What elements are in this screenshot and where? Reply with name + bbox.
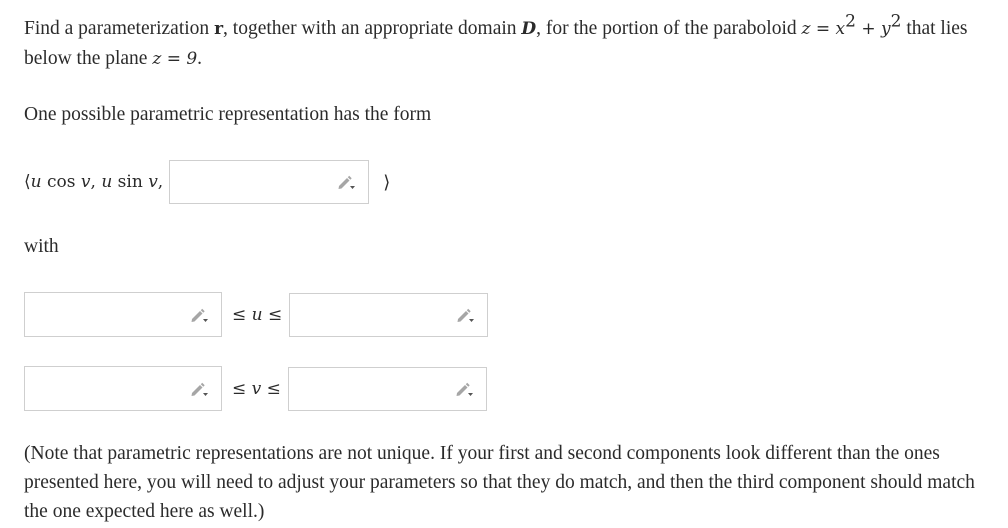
v-range-row [24,366,487,411]
u-lower-box [24,292,222,337]
v-leq-right: ≤ [261,378,281,399]
comp1-var: u [30,172,42,192]
vector-prefix [24,172,163,192]
angle-open: ⟨ [24,172,31,192]
third-component-box [169,160,369,204]
comp-sep-1: , [90,172,102,192]
u-inequality [232,305,282,325]
comp-sep-2: , [157,172,164,192]
comp1-param: v [80,172,91,192]
paraboloid-y: + y [855,19,891,39]
form-description: One possible parametric representation has the form [24,104,432,125]
intro-text-2: , together with an appropriate domain [223,18,522,39]
u-variable: u [251,304,263,325]
v-lower-box [24,366,222,411]
comp2-param: v [148,172,158,192]
domain-symbol: D [521,19,537,39]
intro-text-3: , for the portion of the paraboloid [536,18,802,39]
u-range-row [24,292,488,337]
problem-statement [24,11,999,74]
v-inequality [232,379,281,399]
pencil-edit-icon[interactable] [336,174,356,190]
r-symbol: r [214,19,224,39]
vector-representation-row [24,160,390,204]
exponent-x: 2 [845,11,856,32]
comp2-var: u [101,172,113,192]
intro-period: . [197,48,203,69]
pencil-edit-icon[interactable] [455,307,475,323]
with-label: with [24,236,59,257]
u-upper-box [289,293,488,337]
comp2-func: sin [112,172,149,192]
u-leq-right: ≤ [262,304,283,325]
u-leq-left: ≤ [232,304,252,325]
exponent-y: 2 [890,11,902,32]
pencil-edit-icon[interactable] [454,381,474,397]
angle-close: ⟩ [383,171,391,193]
v-variable: v [251,378,262,399]
v-leq-left: ≤ [232,378,252,399]
pencil-edit-icon[interactable] [189,307,209,323]
comp1-func: cos [41,172,81,192]
plane-equation: z = 9 [152,49,198,69]
pencil-edit-icon[interactable] [189,381,209,397]
paraboloid-lhs: z [801,19,811,39]
intro-text-1: Find a parameterization [24,18,215,39]
note-text: (Note that parametric representations are not unique. If your first and second components look different than the ones presented here, you will need to adjust your parameters so that they do match, and then the third component should match the one expected here as well.) [24,443,975,522]
paraboloid-x: = x [810,19,846,39]
v-upper-box [288,367,487,411]
intro-text-4: that lies below the plane [24,18,968,69]
